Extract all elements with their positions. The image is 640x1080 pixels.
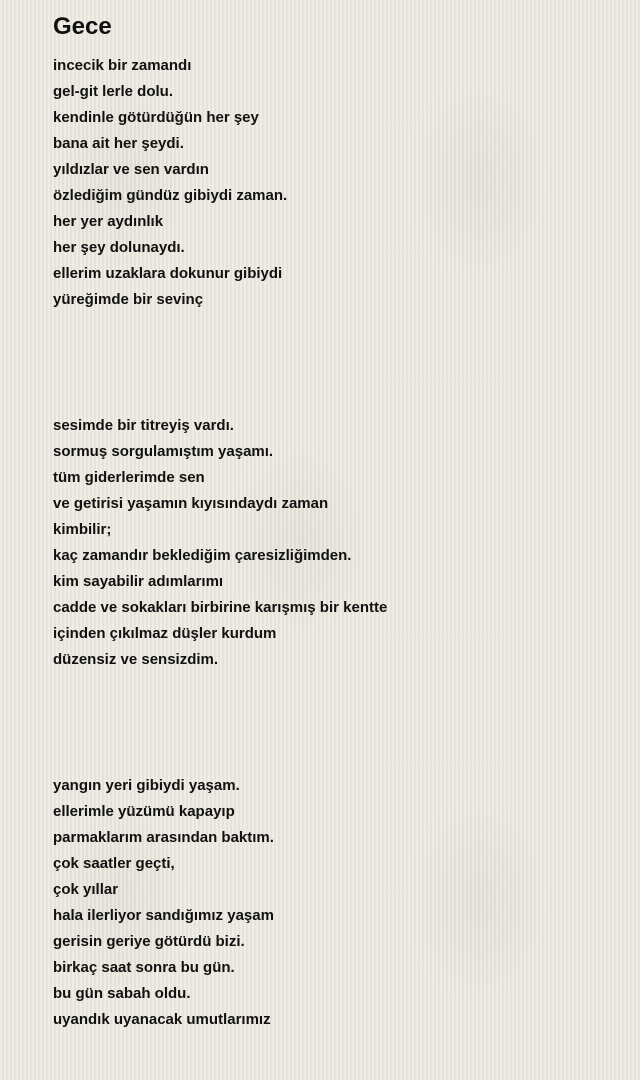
poem-line: sesimde bir titreyiş vardı. xyxy=(53,417,234,434)
poem-line: birkaç saat sonra bu gün. xyxy=(53,959,235,976)
poem-line: kimbilir; xyxy=(53,521,112,538)
poem-line: gerisin geriye götürdü bizi. xyxy=(53,933,245,950)
poem-line: hala ilerliyor sandığımız yaşam xyxy=(53,907,274,924)
poem-title: Gece xyxy=(53,13,112,40)
poem-line: bu gün sabah oldu. xyxy=(53,985,191,1002)
poem-line: incecik bir zamandı xyxy=(53,57,192,74)
poem-line: yüreğimde bir sevinç xyxy=(53,291,204,308)
poem-line: düzensiz ve sensizdim. xyxy=(53,651,219,668)
poem-line: her yer aydınlık xyxy=(53,213,164,230)
poem-line: cadde ve sokakları birbirine karışmış bir kentte xyxy=(53,599,388,616)
poem-line: yıldızlar ve sen vardın xyxy=(53,161,209,178)
poem-line: ve getirisi yaşamın kıyısındaydı zaman xyxy=(53,495,329,512)
poem-line: kim sayabilir adımlarımı xyxy=(53,573,224,590)
poem-line: tüm giderlerimde sen xyxy=(53,469,205,486)
poem-line: çok yıllar xyxy=(53,881,119,898)
poem-line: kaç zamandır beklediğim çaresizliğimden. xyxy=(53,547,352,564)
poem-line: ellerim uzaklara dokunur gibiydi xyxy=(53,265,283,282)
poem-line: içinden çıkılmaz düşler kurdum xyxy=(53,625,277,642)
poem-line: gel-git lerle dolu. xyxy=(53,83,174,100)
poem-line: uyandık uyanacak umutlarımız xyxy=(53,1011,271,1028)
poem-line: her şey dolunaydı. xyxy=(53,239,185,256)
poem-line: çok saatler geçti, xyxy=(53,855,175,872)
poem-line: parmaklarım arasından baktım. xyxy=(53,829,274,846)
poem-line: yangın yeri gibiydi yaşam. xyxy=(53,777,240,794)
poem xyxy=(53,12,613,1033)
poem-line: ellerimle yüzümü kapayıp xyxy=(53,803,235,820)
stanza-1 xyxy=(53,53,613,313)
stanza-2 xyxy=(53,413,613,673)
stanza-3 xyxy=(53,773,613,1033)
poem-line: bana ait her şeydi. xyxy=(53,135,184,152)
poem-line: kendinle götürdüğün her şey xyxy=(53,109,259,126)
poem-line: sormuş sorgulamıştım yaşamı. xyxy=(53,443,274,460)
poem-line: özlediğim gündüz gibiydi zaman. xyxy=(53,187,288,204)
